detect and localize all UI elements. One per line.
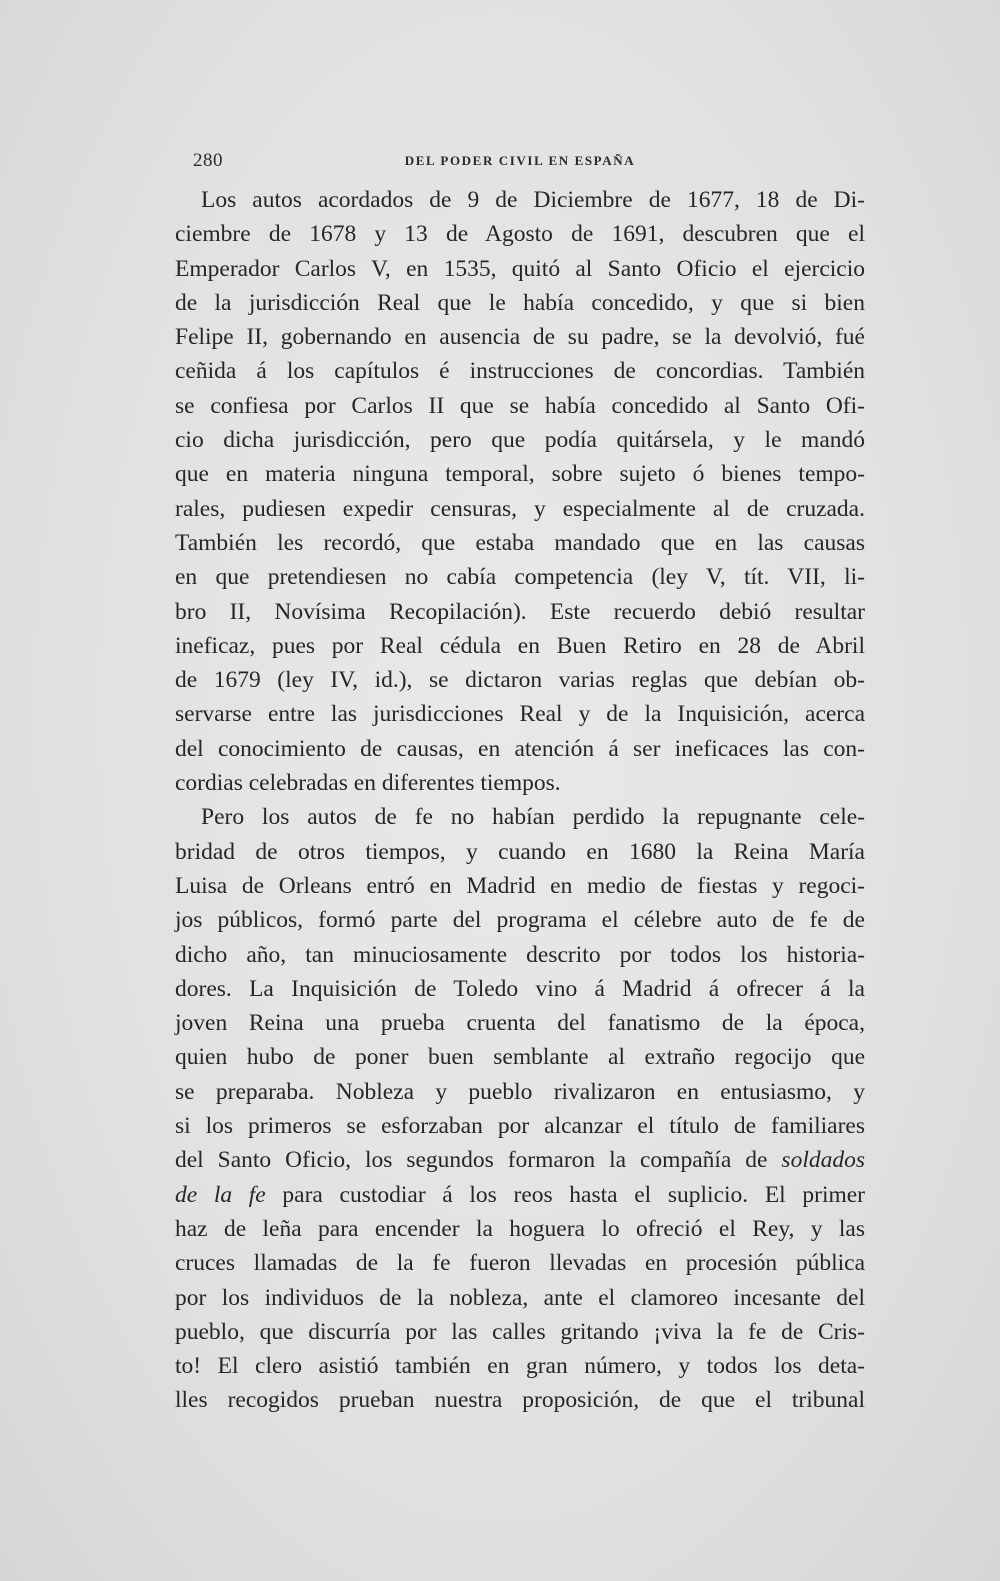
text-line: También les recordó, que estaba mandado que en las causas (175, 529, 865, 556)
text-line: quien hubo de poner buen semblante al extraño regocijo que (175, 1044, 865, 1071)
text-line: se confiesa por Carlos II que se había concedido al Santo Ofi- (175, 392, 865, 419)
text-line: lles recogidos prueban nuestra proposición, de que el tribunal (175, 1387, 865, 1414)
text-line: ceñida á los capítulos é instrucciones de concordias. También (175, 358, 865, 385)
text-line: Felipe II, gobernando en ausencia de su padre, se la devolvió, fué (175, 324, 865, 351)
text-line: pueblo, que discurría por las calles gritando ¡viva la fe de Cris- (175, 1318, 865, 1345)
text-line: dores. La Inquisición de Toledo vino á Madrid á ofrecer á la (175, 975, 865, 1002)
italic-term: soldados (781, 1147, 865, 1174)
text-line: del conocimiento de causas, en atención á ser ineficaces las con- (175, 735, 865, 762)
text-line-with-italic (175, 1178, 865, 1212)
text-line: Luisa de Orleans entró en Madrid en medio de fiestas y regoci- (175, 872, 865, 899)
page-header (175, 150, 865, 174)
text-line: dicho año, tan minuciosamente descrito por todos los historia- (175, 941, 865, 968)
line-text: del Santo Oficio, los segundos formaron la compañía de (175, 1147, 782, 1174)
text-line: joven Reina una prueba cruenta del fanatismo de la época, (175, 1010, 865, 1037)
text-line: jos públicos, formó parte del programa el célebre auto de fe de (175, 907, 865, 934)
text-line: Los autos acordados de 9 de Diciembre de 1677, 18 de Di- (201, 187, 865, 213)
paragraph-2 (175, 800, 865, 1417)
text-line: bro II, Novísima Recopilación). Este recuerdo debió resultar (175, 598, 865, 625)
text-line: en que pretendiesen no cabía competencia (ley V, tít. VII, li- (175, 564, 865, 591)
running-head: DEL PODER CIVIL EN ESPAÑA (404, 153, 636, 168)
text-line: de la jurisdicción Real que le había concedido, y que si bien (175, 289, 865, 316)
text-line: haz de leña para encender la hoguera lo ofreció el Rey, y las (175, 1215, 865, 1242)
page-number: 280 (193, 150, 223, 171)
text-line: ineficaz, pues por Real cédula en Buen Retiro en 28 de Abril (175, 632, 865, 659)
italic-term: de la fe (175, 1181, 266, 1208)
text-line: de 1679 (ley IV, id.), se dictaron varias reglas que debían ob- (175, 667, 865, 694)
text-line: servarse entre las jurisdicciones Real y de la Inquisición, acerca (175, 701, 865, 728)
body-text (175, 183, 865, 1418)
text-line: ciembre de 1678 y 13 de Agosto de 1691, descubren que el (175, 221, 865, 248)
text-line: cordias celebradas en diferentes tiempos. (175, 770, 561, 797)
text-line: to! El clero asistió también en gran número, y todos los deta- (175, 1353, 865, 1380)
text-line: por los individuos de la nobleza, ante el clamoreo incesante del (175, 1284, 865, 1311)
text-line: rales, pudiesen expedir censuras, y especialmente al de cruzada. (175, 495, 865, 522)
text-line: cio dicha jurisdicción, pero que podía quitársela, y le mandó (175, 427, 865, 454)
text-line: Pero los autos de fe no habían perdido la repugnante cele- (201, 804, 865, 831)
paragraph-1 (175, 183, 865, 800)
text-line: si los primeros se esforzaban por alcanzar el título de familiares (175, 1113, 865, 1140)
text-line: Emperador Carlos V, en 1535, quitó al Santo Oficio el ejercicio (175, 255, 865, 282)
text-line-with-italic (175, 1143, 865, 1177)
text-line: cruces llamadas de la fe fueron llevadas en procesión pública (175, 1250, 865, 1277)
line-text: para custodiar á los reos hasta el suplicio. El primer (265, 1181, 866, 1208)
text-line: se preparaba. Nobleza y pueblo rivalizaron en entusiasmo, y (175, 1078, 865, 1105)
text-line: bridad de otros tiempos, y cuando en 1680 la Reina María (175, 838, 865, 865)
text-line: que en materia ninguna temporal, sobre sujeto ó bienes tempo- (175, 461, 865, 488)
